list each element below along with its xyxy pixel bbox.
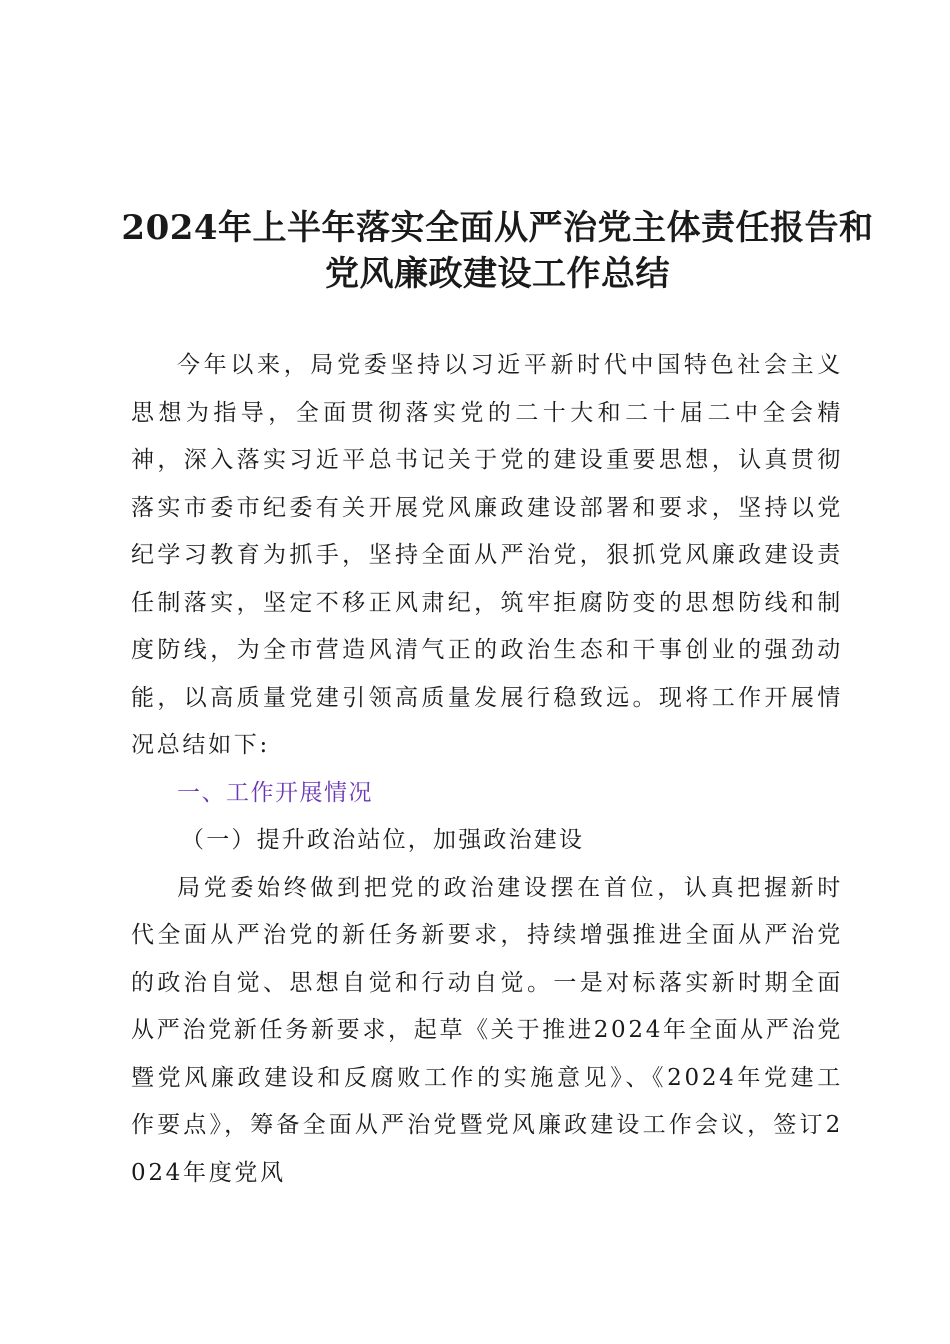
document-title (110, 205, 885, 297)
title-line-2: 党风廉政建设工作总结 (325, 253, 670, 294)
section-heading: 一、工作开展情况 (177, 779, 373, 806)
subsection-heading: （一）提升政治站位，加强政治建设 (181, 827, 585, 853)
intro-paragraph: 今年以来，局党委坚持以习近平新时代中国特色社会主义思想为指导，全面贯彻落实党的二十大和二十届二中全会精神，深入落实习近平总书记关于党的建设重要思想，认真贯彻落实市委市纪委有关开展党风廉政建设部署和要求，坚持以党纪学习教育为抓手，坚持全面从严治党，狠抓党风廉政建设责任制落实，坚定不移正风肃纪，筑牢拒腐防变的思想防线和制度防线，为全市营造风清气正的政治生态和干事创业的强劲动能，以高质量党建引领高质量发展行稳致远。现将工作开展情况总结如下: (131, 352, 843, 758)
title-line-1: 2024年上半年落实全面从严治党主体责任报告和 (121, 207, 874, 248)
subsection-paragraph: 局党委始终做到把党的政治建设摆在首位，认真把握新时代全面从严治党的新任务新要求，持续增强推进全面从严治党的政治自觉、思想自觉和行动自觉。一是对标落实新时期全面从严治党新任务新要求，起草《关于推进2024年全面从严治党暨党风廉政建设和反腐败工作的实施意见》、《2024年党建工作要点》，筹备全面从严治党暨党风廉政建设工作会议，签订2024年度党风 (131, 874, 843, 1186)
document-body (131, 342, 843, 1197)
